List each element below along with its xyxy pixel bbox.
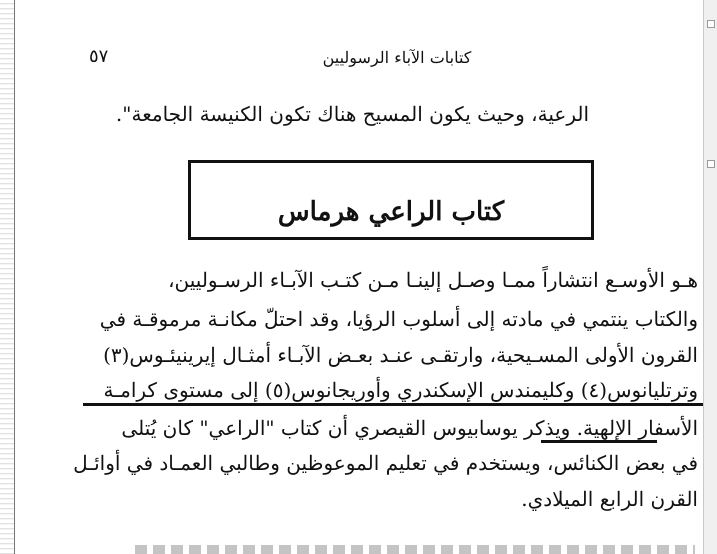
running-header <box>85 48 709 78</box>
title-box <box>188 160 594 240</box>
document-page <box>15 0 703 554</box>
book-title: كتاب الراعي هرماس <box>277 197 505 227</box>
underline-highlight-2 <box>541 440 657 443</box>
underline-highlight-1 <box>83 403 713 406</box>
scrollbar-marker-top[interactable] <box>707 20 715 28</box>
opening-line: الرعية، وحيث يكون المسيح هناك تكون الكنيسة الجامعة". <box>115 102 589 126</box>
page-number: ٥٧ <box>89 46 109 67</box>
scrollbar-marker-middle[interactable] <box>707 160 715 168</box>
vertical-scrollbar[interactable] <box>703 0 717 554</box>
body-line-2: والكتاب ينتمي في مادته إلى أسلوب الرؤيا، وقد احتلّ مكانـة مرموقـة في <box>99 307 698 331</box>
body-line-3: القرون الأولى المسـيحية، وارتقـى عنـد بعـض الآبـاء أمثـال إيرينيئـوس(٣) <box>103 343 698 367</box>
page-left-edge <box>0 0 15 554</box>
body-line-5: الأسفار الإلهية. ويذكر يوسابيوس القيصري أن كتاب "الراعي" كان يُتلى <box>121 416 698 440</box>
body-line-1: هـو الأوسـع انتشاراً ممـا وصـل إلينـا مـن كتـب الآبـاء الرسـوليين، <box>168 268 698 292</box>
partially-visible-next-line <box>135 545 695 554</box>
body-line-4: وترتليانوس(٤) وكليمندس الإسكندري وأوريجانوس(٥) إلى مستوى كرامـة <box>103 378 698 402</box>
header-title: كتابات الآباء الرسوليين <box>322 48 472 67</box>
body-line-6: في بعض الكنائس، ويستخدم في تعليم الموعوظين وطالبي العمـاد في أوائـل <box>73 451 698 475</box>
body-line-7: القرن الرابع الميلادي. <box>521 487 698 511</box>
